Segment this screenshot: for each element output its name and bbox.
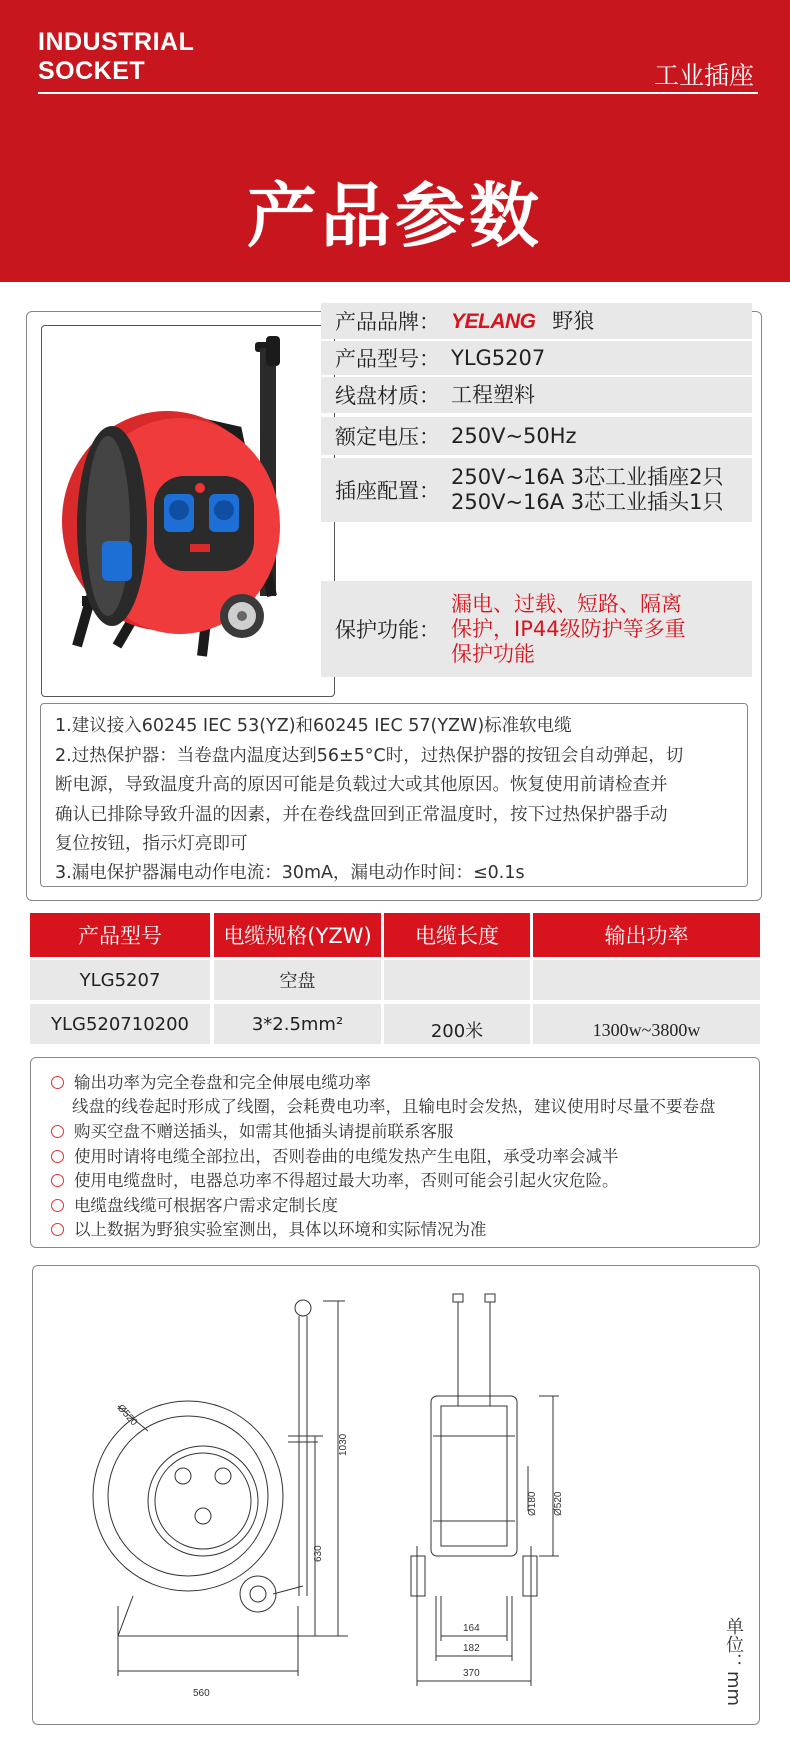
note-line: 复位按钮，指示灯亮即可 bbox=[55, 834, 248, 854]
tips-card bbox=[30, 1057, 760, 1248]
note-line: 断电源，导致温度升高的原因可能是负载过大或其他原因。恢复使用前请检查并 bbox=[55, 775, 668, 795]
spec-label-protection: 保护功能： bbox=[335, 618, 440, 642]
tip-item: 线盘的线卷起时形成了线圈，会耗费电功率，且输电时会发热，建议使用时尽量不要卷盘 bbox=[72, 1097, 716, 1116]
note-line: 1.建议接入60245 IEC 53(YZ)和60245 IEC 57(YZW)标准软电缆 bbox=[55, 716, 572, 736]
table-cell bbox=[384, 960, 530, 1000]
clock-icon bbox=[51, 1223, 64, 1236]
table-cell: 3*2.5mm² bbox=[214, 1004, 381, 1044]
spec-label-model: 产品型号： bbox=[335, 347, 440, 371]
dim-width-560: 560 bbox=[193, 1688, 210, 1699]
spec-row-sockets bbox=[321, 458, 752, 522]
spec-row-protection bbox=[321, 581, 752, 677]
table-header-model: 产品型号 bbox=[30, 913, 210, 957]
spec-label-voltage: 额定电压： bbox=[335, 425, 440, 449]
notes-box bbox=[40, 703, 748, 887]
table-cell: YLG520710200 bbox=[30, 1004, 210, 1044]
spec-row-material bbox=[321, 377, 752, 413]
dim-diameter-180: Ø180 bbox=[527, 1491, 538, 1516]
brand-chinese: 工业插座 bbox=[653, 61, 754, 90]
clock-icon bbox=[51, 1076, 64, 1089]
spec-value-protection-line1: 漏电、过载、短路、隔离 bbox=[451, 591, 682, 616]
clock-icon bbox=[51, 1199, 64, 1212]
table-cell bbox=[533, 960, 760, 1000]
spec-row-brand bbox=[321, 303, 752, 339]
note-line: 确认已排除导致升温的因素，并在卷线盘回到正常温度时，按下过热保护器手动 bbox=[55, 805, 668, 825]
dim-height-1030: 1030 bbox=[338, 1433, 349, 1456]
tip-item: 使用时请将电缆全部拉出，否则卷曲的电缆发热产生电阻，承受功率会减半 bbox=[51, 1143, 619, 1167]
brand-english-line1: INDUSTRIAL bbox=[38, 28, 195, 56]
product-photo bbox=[41, 325, 335, 697]
tip-item: 购买空盘不赠送插头，如需其他插头请提前联系客服 bbox=[51, 1118, 454, 1142]
header-banner bbox=[0, 0, 790, 282]
spec-value-voltage: 250V~50Hz bbox=[451, 423, 577, 448]
cable-reel-illustration bbox=[42, 326, 334, 696]
table-cell: 空盘 bbox=[214, 960, 381, 1000]
tip-item: 电缆盘线缆可根据客户需求定制长度 bbox=[51, 1192, 338, 1216]
table-cell: 1300w~3800w bbox=[533, 1004, 760, 1044]
spec-value-protection-line3: 保护功能 bbox=[451, 641, 535, 666]
table-header-cable-spec: 电缆规格(YZW) bbox=[214, 913, 381, 957]
yelang-logo: YELANG bbox=[451, 309, 536, 333]
page-title: 产品参数 bbox=[247, 175, 543, 257]
spec-value-sockets-line1: 250V~16A 3芯工业插座2只 bbox=[451, 465, 724, 489]
spec-label-sockets: 插座配置： bbox=[335, 479, 440, 503]
dim-width-370: 370 bbox=[463, 1668, 480, 1679]
spec-value-brand: 野狼 bbox=[552, 308, 595, 333]
note-line: 3.漏电保护器漏电动作电流：30mA，漏电动作时间：≤0.1s bbox=[55, 863, 525, 883]
tip-item: 以上数据为野狼实验室测出，具体以环境和实际情况为准 bbox=[51, 1216, 487, 1240]
spec-label-brand: 产品品牌： bbox=[335, 310, 440, 334]
brand-english bbox=[38, 28, 194, 86]
unit-label: 单位：mm bbox=[723, 1617, 744, 1707]
dim-diameter-520-side: Ø520 bbox=[114, 1402, 140, 1429]
clock-icon bbox=[51, 1174, 64, 1187]
clock-icon bbox=[51, 1150, 64, 1163]
table-header-cable-length: 电缆长度 bbox=[384, 913, 530, 957]
note-line: 2.过热保护器：当卷盘内温度达到56±5°C时，过热保护器的按钮会自动弹起，切 bbox=[55, 746, 684, 766]
tip-item: 输出功率为完全卷盘和完全伸展电缆功率 bbox=[51, 1069, 371, 1093]
dim-height-630: 630 bbox=[313, 1545, 324, 1562]
brand-english-line2: SOCKET bbox=[38, 57, 146, 85]
spec-label-material: 线盘材质： bbox=[335, 384, 440, 408]
spec-value-protection-line2: 保护，IP44级防护等多重 bbox=[451, 616, 686, 641]
spec-value-model: YLG5207 bbox=[451, 345, 546, 370]
dim-width-182: 182 bbox=[463, 1643, 480, 1654]
spec-row-model bbox=[321, 341, 752, 375]
spec-row-voltage bbox=[321, 417, 752, 455]
clock-icon bbox=[51, 1125, 64, 1138]
dim-diameter-520-front: Ø520 bbox=[553, 1491, 564, 1516]
table-cell: YLG5207 bbox=[30, 960, 210, 1000]
technical-drawing-card bbox=[32, 1265, 760, 1725]
dim-width-164: 164 bbox=[463, 1623, 480, 1634]
header-divider bbox=[38, 92, 758, 94]
spec-value-material: 工程塑料 bbox=[451, 382, 535, 407]
tip-item: 使用电缆盘时，电器总功率不得超过最大功率，否则可能会引起火灾危险。 bbox=[51, 1167, 619, 1191]
table-cell: 200米 bbox=[384, 1004, 530, 1044]
spec-value-sockets-line2: 250V~16A 3芯工业插头1只 bbox=[451, 490, 724, 514]
dimension-drawing bbox=[33, 1266, 759, 1724]
table-header-output-power: 输出功率 bbox=[533, 913, 760, 957]
